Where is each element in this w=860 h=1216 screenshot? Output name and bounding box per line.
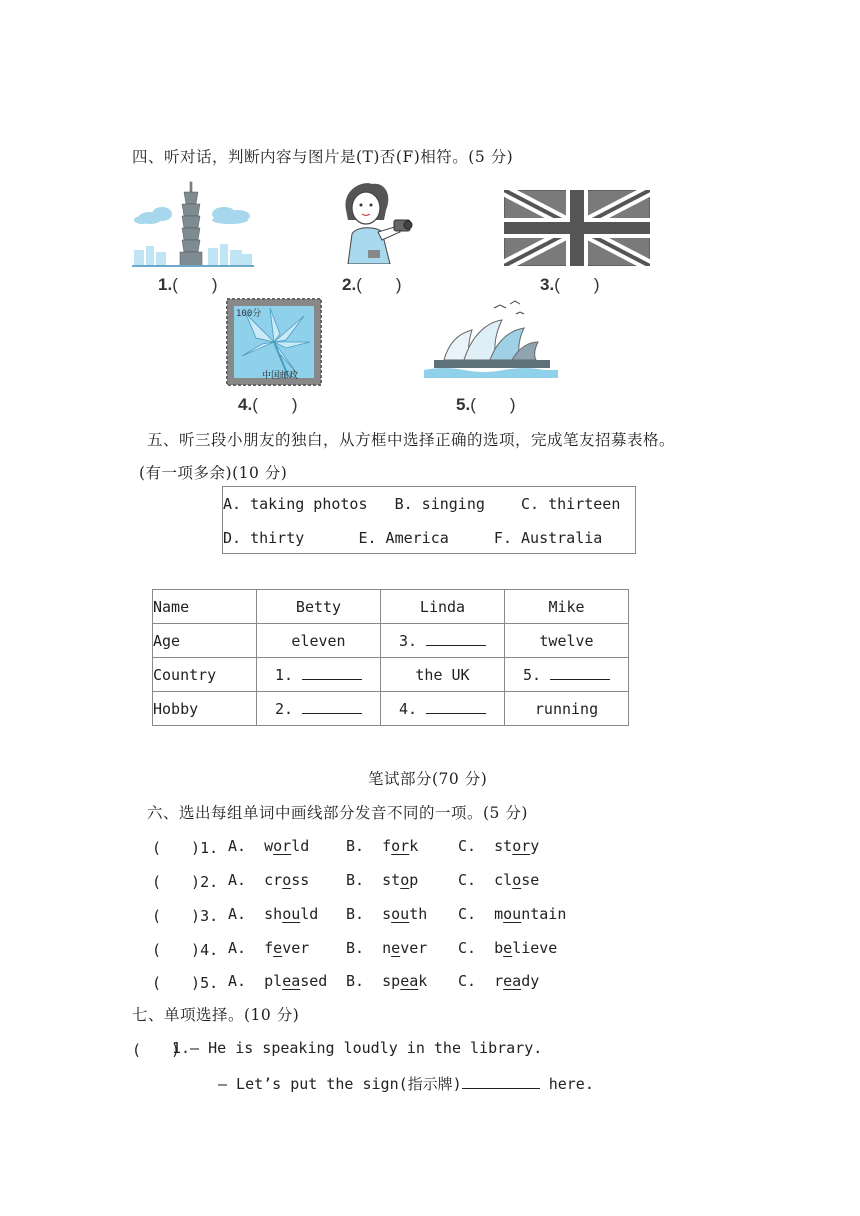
- answer-paren[interactable]: ( ): [152, 907, 201, 925]
- option-letter: A.: [228, 837, 265, 855]
- options-row-1: A. taking photos B. singing C. thirteen: [223, 495, 621, 513]
- answer-paren[interactable]: ( ): [152, 941, 201, 959]
- word-part: sed: [300, 972, 328, 990]
- picture-1: [132, 180, 254, 292]
- underlined-part: or: [391, 837, 410, 855]
- answer-blank-4[interactable]: [426, 701, 486, 714]
- answer-paren[interactable]: ( ): [152, 873, 201, 891]
- picture-3-paren: ( ): [554, 275, 600, 294]
- cell-linda-hobby[interactable]: [381, 692, 505, 726]
- word-part: sh: [264, 905, 283, 923]
- cell-mike-country[interactable]: [505, 658, 629, 692]
- word-option: [346, 837, 418, 855]
- question-1-line-2-end: here.: [539, 1075, 594, 1093]
- word-part: n: [382, 939, 392, 957]
- answer-blank-1[interactable]: [302, 667, 362, 680]
- word-option: [346, 905, 427, 923]
- word-part: st: [382, 871, 401, 889]
- table-header-linda: Linda: [381, 590, 505, 624]
- question-1-answer-paren[interactable]: ( ): [132, 1041, 181, 1059]
- word-part: se: [521, 871, 540, 889]
- blank-2-number: 2.: [274, 699, 294, 718]
- question-1-blank[interactable]: [462, 1076, 540, 1089]
- stamp-value: 100分: [236, 309, 262, 319]
- word-option: [458, 939, 557, 957]
- question-1-line-1: 1.— He is speaking loudly in the library.: [172, 1039, 543, 1057]
- word-part: pl: [264, 972, 283, 990]
- section6-title: 六、选出每组单词中画线部分发音不同的一项。(5 分): [147, 804, 528, 822]
- options-box: [222, 486, 636, 554]
- word-part: w: [264, 837, 274, 855]
- word-option: [228, 939, 309, 957]
- question-number: 2.: [200, 873, 228, 891]
- word-option: [458, 837, 539, 855]
- picture-3-caption: [540, 270, 600, 295]
- picture-4-caption: [238, 390, 298, 415]
- word-option: [228, 871, 309, 889]
- word-part: s: [382, 905, 392, 923]
- row-label-hobby: Hobby: [153, 692, 257, 726]
- cell-linda-country: the UK: [381, 658, 505, 692]
- underlined-part: ou: [282, 905, 301, 923]
- question-number: 4.: [200, 941, 228, 959]
- question-1-line-2: [218, 1073, 594, 1094]
- word-part: lieve: [512, 939, 558, 957]
- question-row: [152, 837, 540, 858]
- option-letter: C.: [458, 905, 495, 923]
- option-letter: B.: [346, 871, 383, 889]
- table-header-name: Name: [153, 590, 257, 624]
- underlined-part: e: [273, 939, 283, 957]
- cell-mike-hobby: running: [505, 692, 629, 726]
- option-letter: C.: [458, 837, 495, 855]
- picture-5-caption: [456, 390, 516, 415]
- word-part: ld: [291, 837, 310, 855]
- written-part-title: 笔试部分(70 分): [368, 770, 488, 788]
- question-row: [152, 871, 540, 892]
- picture-5-paren: ( ): [470, 395, 516, 414]
- word-part: ver: [400, 939, 428, 957]
- section5-subtitle: (有一项多余)(10 分): [139, 464, 288, 482]
- option-letter: A.: [228, 972, 265, 990]
- word-part: k: [418, 972, 428, 990]
- word-option: [346, 939, 427, 957]
- underlined-part: ea: [400, 972, 419, 990]
- option-letter: B.: [346, 939, 383, 957]
- word-part: ntain: [521, 905, 567, 923]
- word-part: r: [494, 972, 504, 990]
- word-option: [228, 905, 318, 923]
- picture-2-caption: [342, 270, 402, 295]
- girl-with-camera-icon: [338, 180, 418, 264]
- table-header-betty: Betty: [257, 590, 381, 624]
- option-letter: A.: [228, 939, 265, 957]
- picture-2: [338, 180, 438, 292]
- section7-title: 七、单项选择。(10 分): [132, 1006, 300, 1024]
- picture-5-number: 5.: [456, 395, 471, 414]
- cell-betty-country[interactable]: [257, 658, 381, 692]
- option-letter: A.: [228, 905, 265, 923]
- stamp-text: 中国邮政: [262, 371, 299, 381]
- underlined-part: o: [400, 871, 410, 889]
- word-part: b: [494, 939, 504, 957]
- blank-4-number: 4.: [398, 699, 418, 718]
- table-header-mike: Mike: [505, 590, 629, 624]
- option-letter: C.: [458, 939, 495, 957]
- word-option: [346, 871, 418, 889]
- word-part: f: [382, 837, 392, 855]
- table-row-age: [153, 624, 629, 658]
- picture-2-number: 2.: [342, 275, 357, 294]
- word-part: cl: [494, 871, 513, 889]
- option-letter: B.: [346, 837, 383, 855]
- cell-betty-hobby[interactable]: [257, 692, 381, 726]
- word-part: th: [409, 905, 428, 923]
- cell-mike-age: twelve: [505, 624, 629, 658]
- picture-1-caption: [158, 270, 218, 295]
- question-number: 3.: [200, 907, 228, 925]
- option-letter: C.: [458, 871, 495, 889]
- section5-title: 五、听三段小朋友的独白，从方框中选择正确的选项，完成笔友招募表格。: [147, 431, 676, 449]
- question-row: [152, 939, 558, 960]
- answer-paren[interactable]: ( ): [152, 839, 201, 857]
- word-option: [346, 972, 427, 990]
- answer-blank-2[interactable]: [302, 701, 362, 714]
- underlined-part: ou: [503, 905, 522, 923]
- word-part: p: [409, 871, 419, 889]
- picture-1-paren: ( ): [172, 275, 218, 294]
- word-option: [228, 837, 309, 855]
- word-part: st: [494, 837, 513, 855]
- table-row-country: [153, 658, 629, 692]
- word-part: sp: [382, 972, 401, 990]
- penpal-table: [152, 589, 629, 726]
- word-part: ss: [291, 871, 310, 889]
- underlined-part: ou: [391, 905, 410, 923]
- word-part: dy: [521, 972, 540, 990]
- option-letter: C.: [458, 972, 495, 990]
- question-row: [152, 972, 540, 993]
- underlined-part: ea: [282, 972, 301, 990]
- word-part: k: [409, 837, 419, 855]
- cell-betty-age: eleven: [257, 624, 381, 658]
- blank-1-number: 1.: [274, 665, 294, 684]
- word-option: [228, 972, 327, 990]
- picture-4-number: 4.: [238, 395, 253, 414]
- word-part: ver: [282, 939, 310, 957]
- answer-blank-5[interactable]: [550, 667, 610, 680]
- options-row-2: D. thirty E. America F. Australia: [223, 529, 603, 547]
- sydney-opera-house-icon: [424, 298, 558, 384]
- picture-4-paren: ( ): [252, 395, 298, 414]
- section4-title: 四、听对话，判断内容与图片是(T)否(F)相符。(5 分): [132, 148, 514, 166]
- cell-linda-age[interactable]: [381, 624, 505, 658]
- picture-3-number: 3.: [540, 275, 555, 294]
- word-option: [458, 871, 539, 889]
- underlined-part: o: [512, 871, 522, 889]
- blank-3-number: 3.: [398, 631, 418, 650]
- option-letter: B.: [346, 972, 383, 990]
- row-label-country: Country: [153, 658, 257, 692]
- taipei-101-tower-icon: [132, 180, 254, 270]
- blank-5-number: 5.: [522, 665, 542, 684]
- word-part: y: [530, 837, 540, 855]
- underlined-part: e: [391, 939, 401, 957]
- table-row-hobby: [153, 692, 629, 726]
- picture-3: [504, 190, 650, 292]
- underlined-part: or: [273, 837, 292, 855]
- question-1-line-2-text: — Let’s put the sign(指示牌): [218, 1075, 462, 1093]
- table-header-row: [153, 590, 629, 624]
- option-letter: B.: [346, 905, 383, 923]
- word-part: cr: [264, 871, 283, 889]
- underlined-part: o: [282, 871, 292, 889]
- row-label-age: Age: [153, 624, 257, 658]
- answer-paren[interactable]: ( ): [152, 974, 201, 992]
- question-row: [152, 905, 567, 926]
- option-letter: A.: [228, 871, 265, 889]
- union-jack-flag-icon: [504, 190, 650, 266]
- word-option: [458, 972, 539, 990]
- picture-2-paren: ( ): [356, 275, 402, 294]
- word-part: ld: [300, 905, 319, 923]
- picture-4: [226, 298, 326, 412]
- underlined-part: ea: [503, 972, 522, 990]
- word-part: m: [494, 905, 504, 923]
- question-number: 5.: [200, 974, 228, 992]
- question-number: 1.: [200, 839, 228, 857]
- word-part: f: [264, 939, 274, 957]
- underlined-part: or: [512, 837, 531, 855]
- picture-5: [424, 298, 558, 412]
- underlined-part: e: [503, 939, 513, 957]
- answer-blank-3[interactable]: [426, 633, 486, 646]
- picture-1-number: 1.: [158, 275, 173, 294]
- word-option: [458, 905, 566, 923]
